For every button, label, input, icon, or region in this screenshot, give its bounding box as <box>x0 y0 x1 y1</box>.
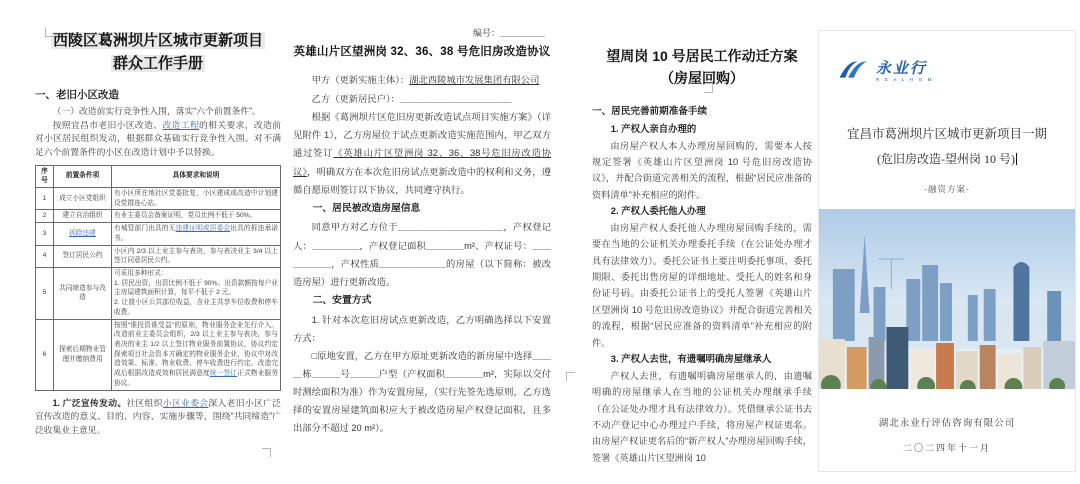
row-desc <box>112 223 281 245</box>
text-cursor <box>1016 153 1017 165</box>
party-b-label: 乙方（更新居民户）： <box>311 93 400 104</box>
row-item-link <box>54 223 112 245</box>
row-desc-pre: 有城管部门出具的无 <box>114 225 176 233</box>
subsection-2-paragraph: 由房屋产权人委托他人办理房屋回购手续的，需要在当地的公证机关办理委托手续（在公证处办理才具有法律效力）。委托公证书上要注明委托事项、委托期限、委托出售房屋的详细地址、受托人的姓名和身份证号码。由委托公证书上的受托人签署《英雄山片区望洲岗 10 号危旧房改造协议》并配合街道完善相关的流程，根据“居民应准备的资料清单”补充相应的附件。 <box>592 222 812 348</box>
doc-number-line: 编号：＿＿＿＿＿ <box>472 28 545 38</box>
row-desc <box>112 267 281 319</box>
plan-title-line1: 望周岗 10 号居民工作动迁方案 <box>606 48 798 64</box>
intro-paragraph-2 <box>35 119 281 160</box>
title-line1: 西陵区葛洲坝片区城市更新项目 <box>52 32 263 49</box>
page-financing-cover <box>818 0 1076 484</box>
intro-text-pre: 按照宜昌市老旧小区改造、 <box>52 119 163 130</box>
margin-corner-mark <box>45 28 54 37</box>
row-desc-hyperlink[interactable]: 违建证明或居委会 <box>175 225 231 233</box>
col-header-item: 前置条件项 <box>54 165 112 187</box>
row-no: 5 <box>36 267 54 319</box>
row-no: 2 <box>36 210 54 223</box>
row-desc: 小区内 2/3 以上业主参与表决，参与表决业主 3/4 以上签订同意居民公约。 <box>112 245 281 267</box>
intro-paragraph-1: （一）改造前实行竞争性入围，落实“六个前置条件”。 <box>52 106 261 116</box>
row-no: 3 <box>36 223 54 245</box>
title-line2: 群众工作手册 <box>112 54 203 72</box>
table-row <box>36 187 281 209</box>
page-agreement <box>293 0 551 484</box>
subsection-2-heading: 2. 产权人委托他人办理 <box>610 205 706 217</box>
logo-company-name: 永业行 <box>876 61 928 77</box>
page-work-manual <box>35 0 281 484</box>
margin-corner-mark <box>262 448 271 457</box>
party-b-line <box>293 90 551 109</box>
cover-subtitle: -融资方案- <box>924 184 970 194</box>
margin-corner-mark <box>704 84 713 93</box>
row-desc-line1: 可采用多种形式： <box>114 269 168 277</box>
cover-title-line1: 宜昌市葛洲坝片区城市更新项目一期 <box>846 127 1047 141</box>
row-desc-pre: 按照“谁投资谁受益”的原则，物业服务企业先行介入。改造前业主委员会组织，2/3 以上业主参与表决，参与表决的业主 1/2 以上签订物业服务前置协议，协议约定探索项目社会资本方确定的物业服务企业，协议中对改造效果、标准、物业收费、停车收费进行约定。改造完成后根据改造成效和居民满意度 <box>114 321 278 378</box>
table-row <box>36 319 281 390</box>
section2-heading: 二、安置方式 <box>312 294 372 306</box>
agreement-name-ref: 《英雄山片区望洲岗 32、36、38号危旧房改造协议》 <box>293 148 551 177</box>
company-logo <box>837 57 1075 82</box>
row-no: 4 <box>36 245 54 267</box>
plan-title <box>592 46 812 89</box>
row-item: 成立小区党组织 <box>54 187 112 209</box>
section1-heading: 一、居民被改造房屋信息 <box>312 202 421 214</box>
plan-section-heading: 一、居民完善前期准备手续 <box>592 106 708 118</box>
cover-title-line2: (危旧房改造-望州岗 10 号) <box>877 152 1015 166</box>
table-row <box>36 210 281 223</box>
publicity-pre: 社区组织 <box>126 397 163 408</box>
agreement-intro <box>293 108 551 199</box>
row-desc: 有业主委员会备案证明，党员比例不低于 50%。 <box>112 210 281 223</box>
placement-intro: 1. 针对本次危旧房试点更新改造，乙方明确选择以下安置方式： <box>293 314 551 343</box>
publicity-lead: 1. 广泛宣传发动。 <box>52 397 127 408</box>
intro-pre: 根据《葛洲坝片区危旧房更新改造试点项目实施方案》（详见附件 1），乙方房屋位于试点更新改造实施范围内，甲乙双方通过签订 <box>293 112 551 159</box>
row-item: 共同缔造参与改造 <box>54 267 112 319</box>
placement-option: □原地安置，乙方在甲方原址更新改造的新房屋中选择＿＿＿栋＿＿＿号＿＿＿户型（产权面积＿＿＿＿m²，实际以交付时测绘面积为准）作为安置房屋，（实行先签先选原则，乙方选择的安置房屋建筑面积应大于被改造房屋产权登记面积，且多出部分不超过 20 m²）。 <box>293 350 551 434</box>
cover-date: 二〇二四年十一月 <box>902 443 991 453</box>
logo-company-letters: R E A L H O M <box>876 77 934 82</box>
col-header-no: 序号 <box>36 165 54 187</box>
subsection-3-heading: 3. 产权人去世，有遗嘱明确房屋继承人 <box>610 352 772 364</box>
intro-hyperlink[interactable]: 改造工程 <box>162 119 199 130</box>
subsection-1-paragraph: 由房屋产权人本人办理房屋回购的，需要本人按规定签署《英雄山片区望洲岗 10 号危旧房改造协议》，并配合街道完善相关的流程，根据“居民应准备的资料清单”补充相应的附件。 <box>592 140 812 200</box>
precondition-table <box>35 165 281 391</box>
row-item: 探索后期物业管理并缴纳费用 <box>54 319 112 390</box>
table-header-row <box>36 165 281 187</box>
plan-title-line2: （房屋回购） <box>660 69 744 86</box>
row-desc-line3: 2. 让渡小区公共部位收益，含业主共享车位收费和停车收费。 <box>114 299 278 316</box>
intro-text-post: 的相关要求，改造前对小区居民组织发动，根据群众基础实行竞争性入围。对不满足六个前置条件的小区在改造计划中予以替换。 <box>35 119 281 157</box>
row-desc-post: 出具的拆违承诺书。 <box>114 225 279 242</box>
row-desc: 有小区所在地社区党委批复，小区建成或改造中计划建设党群连心站。 <box>112 187 281 209</box>
row-no: 1 <box>36 187 54 209</box>
row-desc <box>112 319 281 390</box>
publicity-paragraph <box>35 397 281 438</box>
row-no: 6 <box>36 319 54 390</box>
demolish-violation-link[interactable]: 拆除违建 <box>69 229 96 237</box>
margin-corner-mark <box>790 426 799 435</box>
page-relocation-plan <box>592 0 812 484</box>
owners-committee-link[interactable]: 小区业委会 <box>162 397 209 408</box>
cover-company-name: 湖北永业行评估咨询有限公司 <box>878 419 1016 429</box>
house-info-paragraph: 同意甲方对乙方位于＿＿＿＿＿＿＿＿＿＿＿，产权登记人：＿＿＿＿＿，产权登记面积＿＿＿＿m²、产权证号：＿＿＿＿＿＿，产权性质＿＿＿＿＿＿＿的房屋（以下简称：被改造房屋）进行更新改造。 <box>293 222 551 287</box>
party-a-line <box>293 71 551 90</box>
party-a-value: 湖北西陵城市发展集团有限公司 <box>409 75 540 85</box>
row-item: 建立自治组织 <box>54 210 112 223</box>
table-row <box>36 223 281 245</box>
subsection-1-heading: 1. 产权人亲自办理的 <box>610 122 697 134</box>
publicity-post: 深入老旧小区广泛宣传改造的意义、目的、内容、实施步骤等，围绕“共同缔造”广泛收集业主意见。 <box>35 397 281 435</box>
cover-card <box>818 30 1076 472</box>
intro-post: ，明确双方在本次危旧房试点更新改造中的权利和义务，遵循自愿原则签订以下协议，共同遵守执行。 <box>293 166 551 195</box>
party-b-blank[interactable]: ＿＿＿＿＿＿＿＿＿＿＿＿ <box>399 93 512 104</box>
party-a-label: 甲方（更新实施主体）： <box>311 75 410 85</box>
section-heading: 一、老旧小区改造 <box>35 89 119 101</box>
table-row <box>36 267 281 319</box>
logo-swoosh-icon <box>837 58 871 82</box>
subsection-3-paragraph: 产权人去世，有遗嘱明确房屋继承人的，由遗嘱明确的房屋继承人在当地的公证机关办理继承手续（在公证处办理才具有法律效力）。凭借继承公证书去不动产登记中心办理过户手续，将房屋产权证更名。由房屋产权证更名后的“新产权人”办理房屋回购手续，签署《英雄山片区望洲岗 10 <box>592 370 812 463</box>
col-header-desc: 具体要求和说明 <box>112 165 281 187</box>
city-skyline-image <box>819 209 1075 389</box>
row-desc-hyperlink[interactable]: 统一签订 <box>209 370 238 378</box>
page-title <box>35 30 281 75</box>
agreement-title: 英雄山片区望洲岗 32、36、38 号危旧房改造协议 <box>293 46 551 58</box>
row-item: 签订居民公约 <box>54 245 112 267</box>
table-row <box>36 245 281 267</box>
margin-corner-mark <box>566 372 575 381</box>
row-desc-post: 正式物业服务协议。 <box>114 370 279 387</box>
row-desc-line2: 1. 居民出资，出资比例不低于 90%、出资款额按每户业主房屋建筑面积计算，每平不低于 2 元。 <box>114 279 278 297</box>
